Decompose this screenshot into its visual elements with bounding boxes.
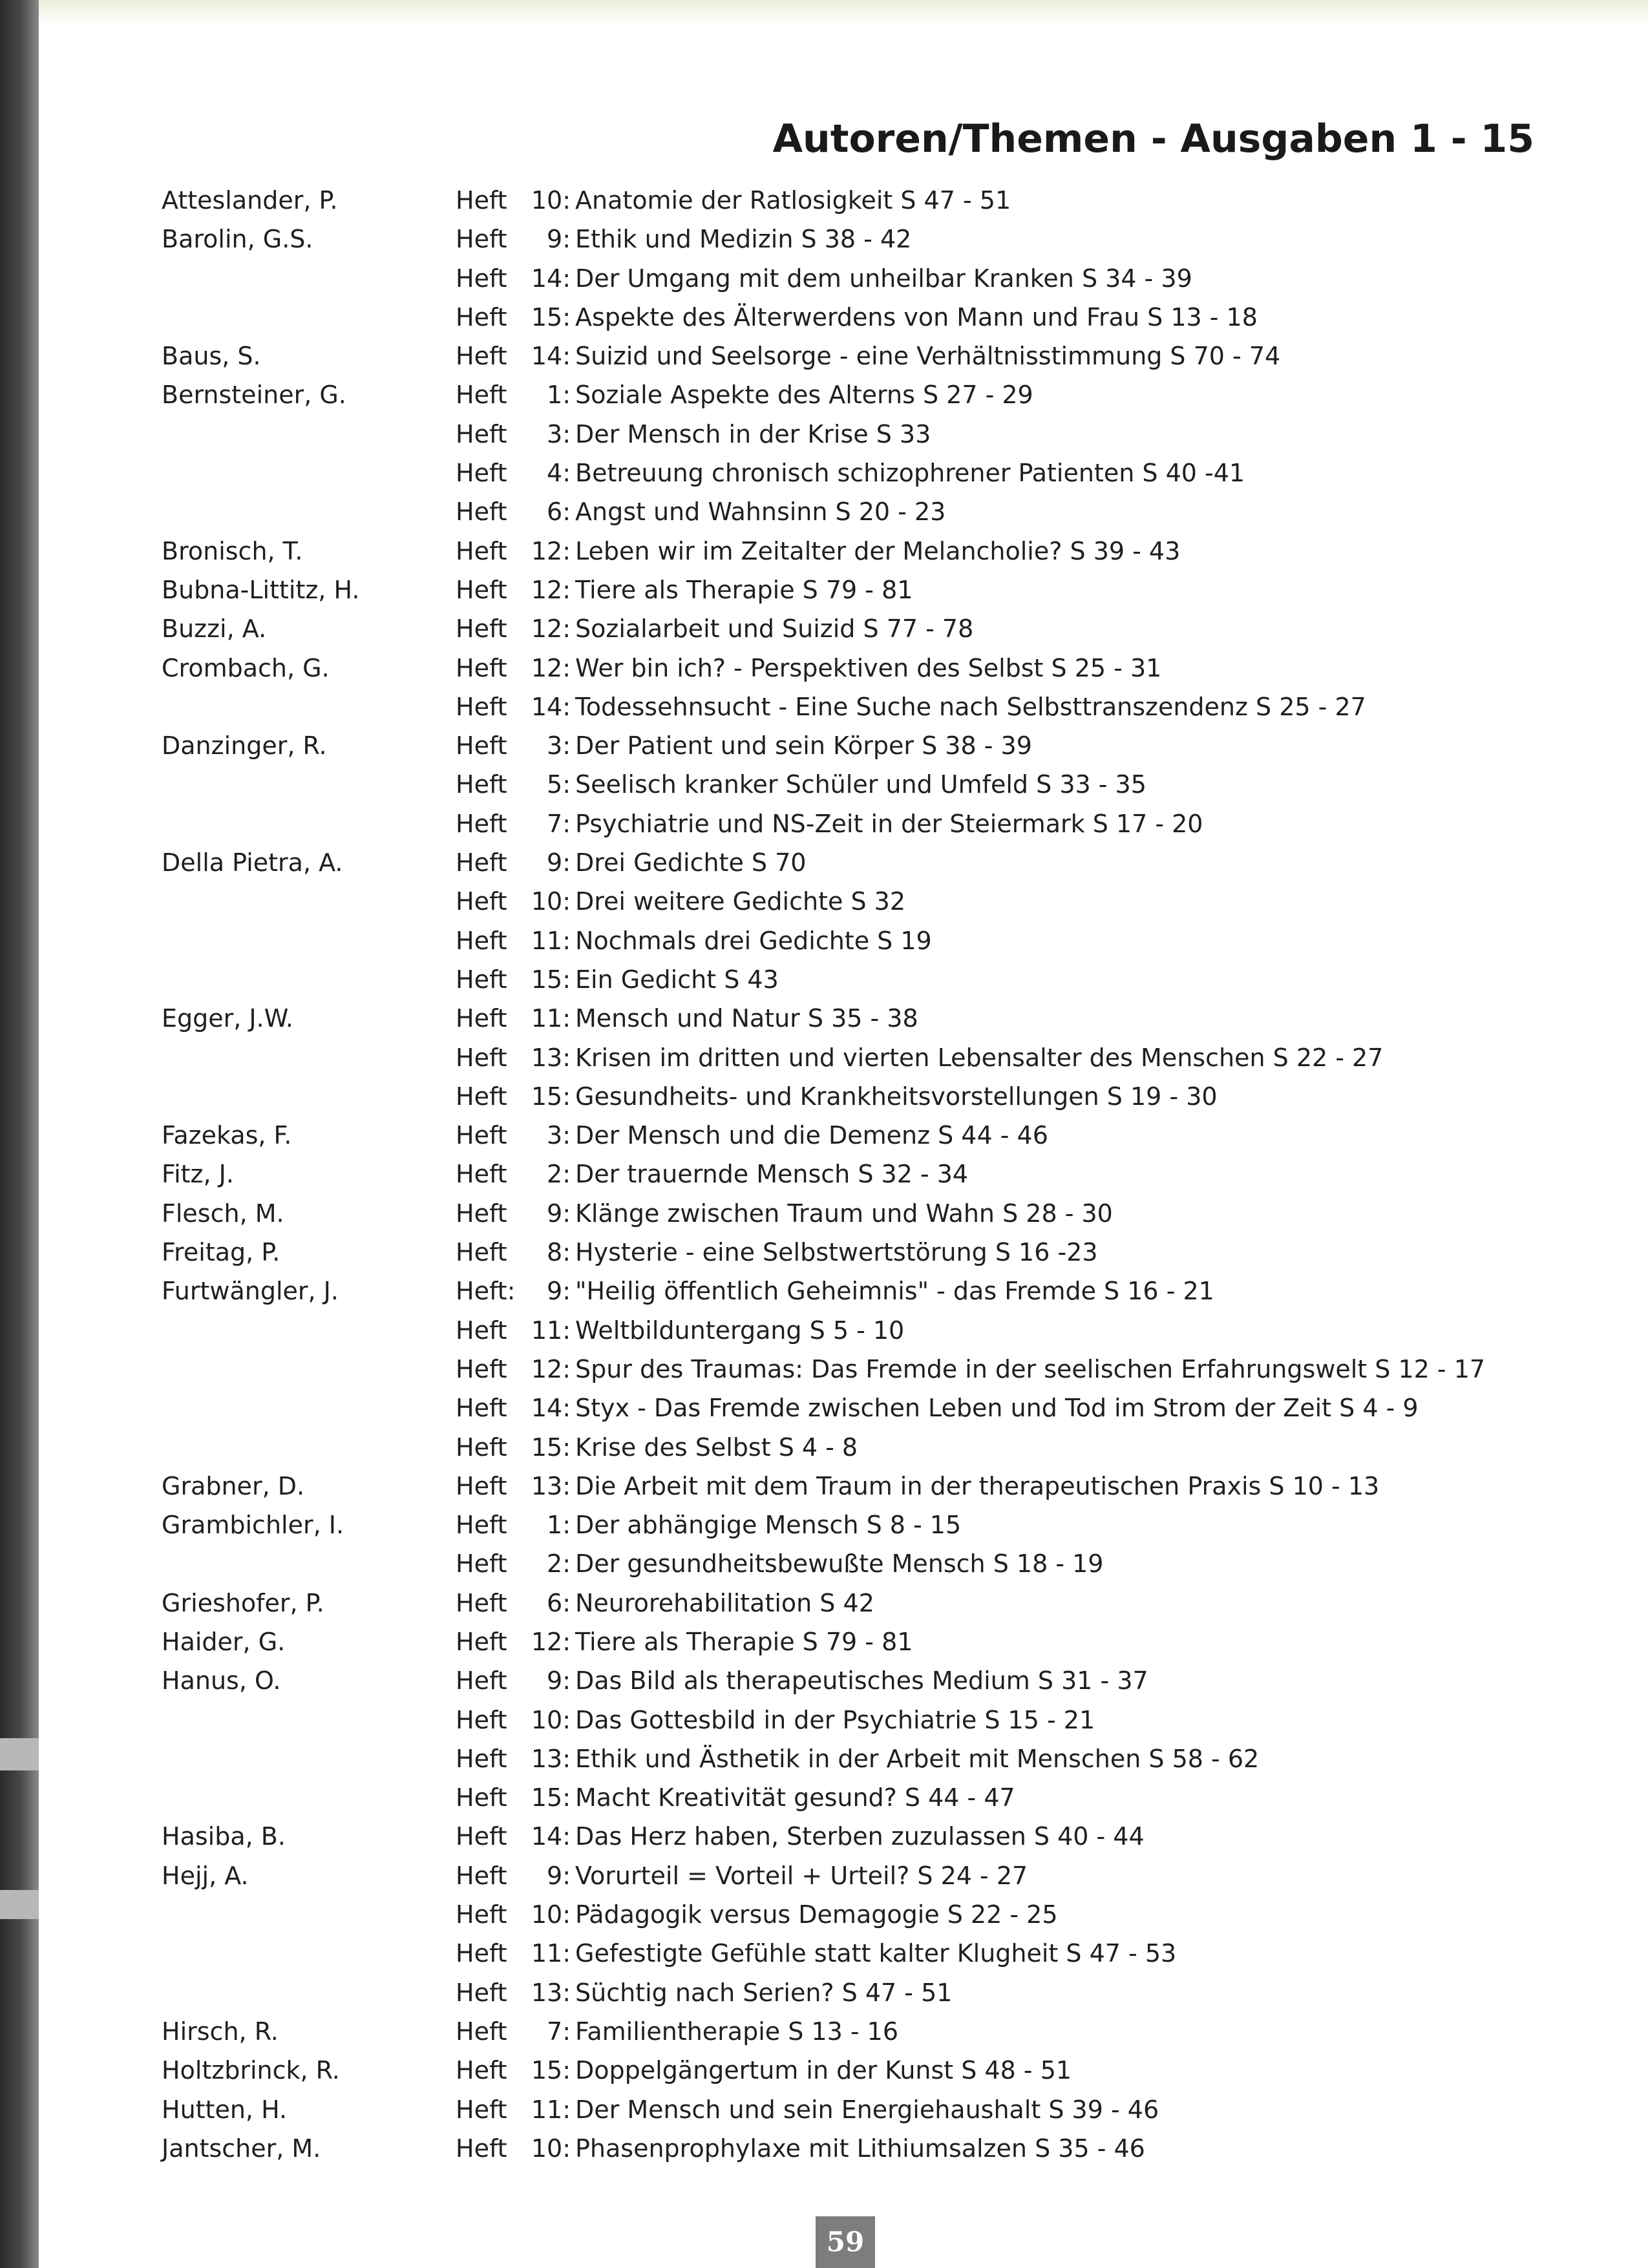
article-title: Ein Gedicht S 43 <box>575 965 779 994</box>
heft-label: Heft <box>456 575 507 604</box>
index-row <box>162 1778 1551 1817</box>
author-name: Jantscher, M. <box>162 2134 321 2163</box>
issue-number: 12: <box>531 614 571 644</box>
author-name: Flesch, M. <box>162 1199 284 1228</box>
article-title: "Heilig öffentlich Geheimnis" - das Fremde S 16 - 21 <box>575 1277 1214 1306</box>
heft-label: Heft <box>456 342 507 371</box>
heft-label: Heft <box>456 1939 507 1968</box>
issue-number: 14: <box>531 264 571 293</box>
article-title: Vorurteil = Vorteil + Urteil? S 24 - 27 <box>575 1861 1028 1890</box>
article-title: Klänge zwischen Traum und Wahn S 28 - 30 <box>575 1199 1113 1228</box>
issue-number: 11: <box>531 2095 571 2124</box>
author-name: Atteslander, P. <box>162 186 338 215</box>
author-name: Haider, G. <box>162 1627 286 1656</box>
index-row <box>162 1038 1551 1077</box>
article-title: Der Mensch in der Krise S 33 <box>575 419 931 448</box>
article-title: Phasenprophylaxe mit Lithiumsalzen S 35 - 46 <box>575 2134 1145 2163</box>
index-row <box>162 1739 1551 1778</box>
heft-label: Heft <box>456 498 507 527</box>
article-title: Weltbilduntergang S 5 - 10 <box>575 1316 905 1345</box>
index-row <box>162 337 1551 375</box>
heft-label: Heft <box>456 926 507 955</box>
author-name: Grabner, D. <box>162 1471 305 1500</box>
article-title: Tiere als Therapie S 79 - 81 <box>575 1627 913 1656</box>
heft-label: Heft <box>456 1705 507 1734</box>
heft-label: Heft <box>456 1043 507 1072</box>
index-row <box>162 2012 1551 2051</box>
issue-number: 2: <box>547 1549 571 1579</box>
issue-number: 1: <box>547 1511 571 1540</box>
heft-label: Heft <box>456 1433 507 1462</box>
index-row <box>162 1467 1551 1506</box>
heft-label: Heft <box>456 1549 507 1579</box>
article-title: Doppelgängertum in der Kunst S 48 - 51 <box>575 2056 1072 2085</box>
heft-label: Heft <box>456 1004 507 1033</box>
article-title: Der Umgang mit dem unheilbar Kranken S 34 - 39 <box>575 264 1192 293</box>
book-spine-shadow <box>0 0 39 2268</box>
issue-number: 9: <box>547 1199 571 1228</box>
heft-label: Heft <box>456 1783 507 1812</box>
issue-number: 13: <box>531 1471 571 1500</box>
index-row <box>162 1661 1551 1700</box>
article-title: Süchtig nach Serien? S 47 - 51 <box>575 1978 953 2007</box>
heft-label: Heft <box>456 1588 507 1617</box>
issue-number: 13: <box>531 1744 571 1773</box>
article-title: Gesundheits- und Krankheitsvorstellungen S 19 - 30 <box>575 1082 1218 1111</box>
index-row <box>162 1622 1551 1661</box>
index-row <box>162 454 1551 492</box>
index-row <box>162 1311 1551 1350</box>
article-title: Hysterie - eine Selbstwertstörung S 16 -23 <box>575 1238 1098 1267</box>
author-name: Hasiba, B. <box>162 1822 286 1851</box>
heft-label: Heft <box>456 809 507 838</box>
index-list <box>162 181 1551 2168</box>
author-name: Bubna-Littitz, H. <box>162 575 360 604</box>
issue-number: 15: <box>531 1783 571 1812</box>
page-top-edge <box>39 0 1648 27</box>
index-row <box>162 1856 1551 1895</box>
index-row <box>162 609 1551 648</box>
article-title: Leben wir im Zeitalter der Melancholie? S 39 - 43 <box>575 536 1181 565</box>
index-row <box>162 1389 1551 1427</box>
article-title: Spur des Traumas: Das Fremde in der seelischen Erfahrungswelt S 12 - 17 <box>575 1354 1486 1383</box>
heft-label: Heft <box>456 1121 507 1150</box>
heft-label: Heft <box>456 186 507 215</box>
issue-number: 13: <box>531 1043 571 1072</box>
index-row <box>162 960 1551 999</box>
issue-number: 10: <box>531 186 571 215</box>
index-row <box>162 2051 1551 2090</box>
heft-label: Heft <box>456 965 507 994</box>
article-title: Drei Gedichte S 70 <box>575 848 807 877</box>
index-row <box>162 649 1551 688</box>
author-name: Holtzbrinck, R. <box>162 2056 340 2085</box>
issue-number: 9: <box>547 225 571 254</box>
heft-label: Heft <box>456 1978 507 2007</box>
article-title: Der Patient und sein Körper S 38 - 39 <box>575 731 1032 761</box>
article-title: Der abhängige Mensch S 8 - 15 <box>575 1511 962 1540</box>
heft-label: Heft <box>456 1316 507 1345</box>
article-title: Krise des Selbst S 4 - 8 <box>575 1433 858 1462</box>
issue-number: 9: <box>547 848 571 877</box>
issue-number: 13: <box>531 1978 571 2007</box>
issue-number: 12: <box>531 1354 571 1383</box>
author-name: Egger, J.W. <box>162 1004 293 1033</box>
issue-number: 9: <box>547 1861 571 1890</box>
article-title: Angst und Wahnsinn S 20 - 23 <box>575 498 946 527</box>
heft-label: Heft <box>456 302 507 331</box>
article-title: Die Arbeit mit dem Traum in der therapeutischen Praxis S 10 - 13 <box>575 1471 1380 1500</box>
heft-label: Heft <box>456 1199 507 1228</box>
issue-number: 15: <box>531 1082 571 1111</box>
heft-label: Heft <box>456 1082 507 1111</box>
index-row <box>162 1428 1551 1467</box>
issue-number: 3: <box>547 419 571 448</box>
index-row <box>162 1506 1551 1544</box>
heft-label: Heft <box>456 1744 507 1773</box>
heft-label: Heft <box>456 1511 507 1540</box>
index-row <box>162 1584 1551 1622</box>
heft-label: Heft <box>456 1900 507 1929</box>
article-title: Der Mensch und die Demenz S 44 - 46 <box>575 1121 1048 1150</box>
issue-number: 14: <box>531 1394 571 1423</box>
heft-label: Heft <box>456 381 507 410</box>
article-title: Der Mensch und sein Energiehaushalt S 39 - 46 <box>575 2095 1159 2124</box>
index-row <box>162 999 1551 1038</box>
author-name: Fazekas, F. <box>162 1121 292 1150</box>
article-title: Das Gottesbild in der Psychiatrie S 15 - 21 <box>575 1705 1095 1734</box>
article-title: Pädagogik versus Demagogie S 22 - 25 <box>575 1900 1058 1929</box>
issue-number: 14: <box>531 692 571 721</box>
issue-number: 4: <box>547 459 571 488</box>
author-name: Grambichler, I. <box>162 1511 344 1540</box>
article-title: Wer bin ich? - Perspektiven des Selbst S 25 - 31 <box>575 653 1162 682</box>
index-row <box>162 415 1551 454</box>
heft-label: Heft <box>456 1160 507 1189</box>
index-row <box>162 1077 1551 1116</box>
article-title: Familientherapie S 13 - 16 <box>575 2017 898 2046</box>
issue-number: 5: <box>547 770 571 799</box>
index-row <box>162 1934 1551 1973</box>
issue-number: 10: <box>531 887 571 916</box>
article-title: Sozialarbeit und Suizid S 77 - 78 <box>575 614 974 644</box>
author-name: Buzzi, A. <box>162 614 267 644</box>
heft-label: Heft <box>456 1822 507 1851</box>
issue-number: 11: <box>531 1939 571 1968</box>
article-title: Drei weitere Gedichte S 32 <box>575 887 905 916</box>
issue-number: 9: <box>547 1277 571 1306</box>
issue-number: 15: <box>531 302 571 331</box>
issue-number: 3: <box>547 1121 571 1150</box>
issue-number: 12: <box>531 536 571 565</box>
article-title: Gefestigte Gefühle statt kalter Klugheit S 47 - 53 <box>575 1939 1177 1968</box>
heft-label: Heft <box>456 2056 507 2085</box>
heft-label: Heft <box>456 614 507 644</box>
author-name: Fitz, J. <box>162 1160 234 1189</box>
index-row <box>162 1817 1551 1856</box>
issue-number: 12: <box>531 1627 571 1656</box>
issue-number: 12: <box>531 653 571 682</box>
issue-number: 2: <box>547 1160 571 1189</box>
heft-label: Heft <box>456 770 507 799</box>
heft-label: Heft <box>456 1861 507 1890</box>
index-row <box>162 1272 1551 1310</box>
article-title: Neurorehabilitation S 42 <box>575 1588 874 1617</box>
heft-label: Heft <box>456 887 507 916</box>
author-name: Bernsteiner, G. <box>162 381 346 410</box>
heft-label: Heft: <box>456 1277 516 1306</box>
index-row <box>162 843 1551 882</box>
index-row <box>162 1895 1551 1934</box>
article-title: Der gesundheitsbewußte Mensch S 18 - 19 <box>575 1549 1104 1579</box>
page-title: Autoren/Themen - Ausgaben 1 - 15 <box>772 116 1534 162</box>
article-title: Das Bild als therapeutisches Medium S 31 - 37 <box>575 1666 1148 1696</box>
issue-number: 11: <box>531 1004 571 1033</box>
heft-label: Heft <box>456 2017 507 2046</box>
heft-label: Heft <box>456 1238 507 1267</box>
index-row <box>162 1116 1551 1155</box>
article-title: Seelisch kranker Schüler und Umfeld S 33 - 35 <box>575 770 1146 799</box>
issue-number: 14: <box>531 342 571 371</box>
index-row <box>162 298 1551 337</box>
issue-number: 11: <box>531 1316 571 1345</box>
issue-number: 15: <box>531 1433 571 1462</box>
index-row <box>162 726 1551 765</box>
issue-number: 3: <box>547 731 571 761</box>
article-title: Todessehnsucht - Eine Suche nach Selbsttranszendenz S 25 - 27 <box>575 692 1366 721</box>
heft-label: Heft <box>456 1471 507 1500</box>
spine-mark <box>0 1738 39 1770</box>
issue-number: 15: <box>531 2056 571 2085</box>
index-row <box>162 259 1551 298</box>
index-row <box>162 1701 1551 1739</box>
index-row <box>162 1155 1551 1193</box>
heft-label: Heft <box>456 731 507 761</box>
heft-label: Heft <box>456 419 507 448</box>
heft-label: Heft <box>456 1394 507 1423</box>
index-row <box>162 492 1551 531</box>
issue-number: 14: <box>531 1822 571 1851</box>
index-row <box>162 220 1551 258</box>
heft-label: Heft <box>456 653 507 682</box>
article-title: Macht Kreativität gesund? S 44 - 47 <box>575 1783 1015 1812</box>
index-row <box>162 1233 1551 1272</box>
author-name: Bronisch, T. <box>162 536 303 565</box>
heft-label: Heft <box>456 848 507 877</box>
article-title: Suizid und Seelsorge - eine Verhältnisstimmung S 70 - 74 <box>575 342 1281 371</box>
article-title: Ethik und Ästhetik in der Arbeit mit Menschen S 58 - 62 <box>575 1744 1260 1773</box>
heft-label: Heft <box>456 1354 507 1383</box>
heft-label: Heft <box>456 225 507 254</box>
index-row <box>162 2129 1551 2168</box>
author-name: Hirsch, R. <box>162 2017 279 2046</box>
issue-number: 10: <box>531 2134 571 2163</box>
article-title: Betreuung chronisch schizophrener Patienten S 40 -41 <box>575 459 1245 488</box>
spine-mark <box>0 1890 39 1919</box>
issue-number: 11: <box>531 926 571 955</box>
article-title: Krisen im dritten und vierten Lebensalter des Menschen S 22 - 27 <box>575 1043 1384 1072</box>
issue-number: 7: <box>547 809 571 838</box>
page-number-badge: 59 <box>816 2216 875 2268</box>
heft-label: Heft <box>456 1627 507 1656</box>
heft-label: Heft <box>456 2134 507 2163</box>
index-row <box>162 2090 1551 2129</box>
heft-label: Heft <box>456 264 507 293</box>
author-name: Grieshofer, P. <box>162 1588 324 1617</box>
author-name: Crombach, G. <box>162 653 330 682</box>
article-title: Das Herz haben, Sterben zuzulassen S 40 - 44 <box>575 1822 1145 1851</box>
article-title: Mensch und Natur S 35 - 38 <box>575 1004 918 1033</box>
issue-number: 10: <box>531 1705 571 1734</box>
author-name: Furtwängler, J. <box>162 1277 339 1306</box>
author-name: Freitag, P. <box>162 1238 280 1267</box>
article-title: Nochmals drei Gedichte S 19 <box>575 926 932 955</box>
article-title: Ethik und Medizin S 38 - 42 <box>575 225 912 254</box>
heft-label: Heft <box>456 459 507 488</box>
heft-label: Heft <box>456 2095 507 2124</box>
index-row <box>162 765 1551 804</box>
issue-number: 9: <box>547 1666 571 1696</box>
article-title: Styx - Das Fremde zwischen Leben und Tod im Strom der Zeit S 4 - 9 <box>575 1394 1419 1423</box>
author-name: Hanus, O. <box>162 1666 281 1696</box>
article-title: Psychiatrie und NS-Zeit in der Steiermark S 17 - 20 <box>575 809 1203 838</box>
author-name: Baus, S. <box>162 342 261 371</box>
issue-number: 6: <box>547 1588 571 1617</box>
author-name: Della Pietra, A. <box>162 848 343 877</box>
issue-number: 7: <box>547 2017 571 2046</box>
index-row <box>162 571 1551 609</box>
issue-number: 8: <box>547 1238 571 1267</box>
heft-label: Heft <box>456 692 507 721</box>
index-row <box>162 921 1551 960</box>
index-row <box>162 1544 1551 1583</box>
article-title: Anatomie der Ratlosigkeit S 47 - 51 <box>575 186 1011 215</box>
heft-label: Heft <box>456 1666 507 1696</box>
article-title: Der trauernde Mensch S 32 - 34 <box>575 1160 969 1189</box>
author-name: Barolin, G.S. <box>162 225 313 254</box>
article-title: Soziale Aspekte des Alterns S 27 - 29 <box>575 381 1033 410</box>
index-row <box>162 1194 1551 1233</box>
article-title: Aspekte des Älterwerdens von Mann und Frau S 13 - 18 <box>575 302 1258 331</box>
issue-number: 15: <box>531 965 571 994</box>
heft-label: Heft <box>456 536 507 565</box>
index-row <box>162 882 1551 921</box>
author-name: Danzinger, R. <box>162 731 327 761</box>
author-name: Hutten, H. <box>162 2095 288 2124</box>
index-row <box>162 375 1551 414</box>
issue-number: 1: <box>547 381 571 410</box>
index-row <box>162 181 1551 220</box>
index-row <box>162 804 1551 843</box>
index-row <box>162 1973 1551 2012</box>
article-title: Tiere als Therapie S 79 - 81 <box>575 575 913 604</box>
issue-number: 10: <box>531 1900 571 1929</box>
index-row <box>162 1350 1551 1389</box>
author-name: Hejj, A. <box>162 1861 249 1890</box>
issue-number: 12: <box>531 575 571 604</box>
index-row <box>162 688 1551 726</box>
index-row <box>162 532 1551 571</box>
issue-number: 6: <box>547 498 571 527</box>
